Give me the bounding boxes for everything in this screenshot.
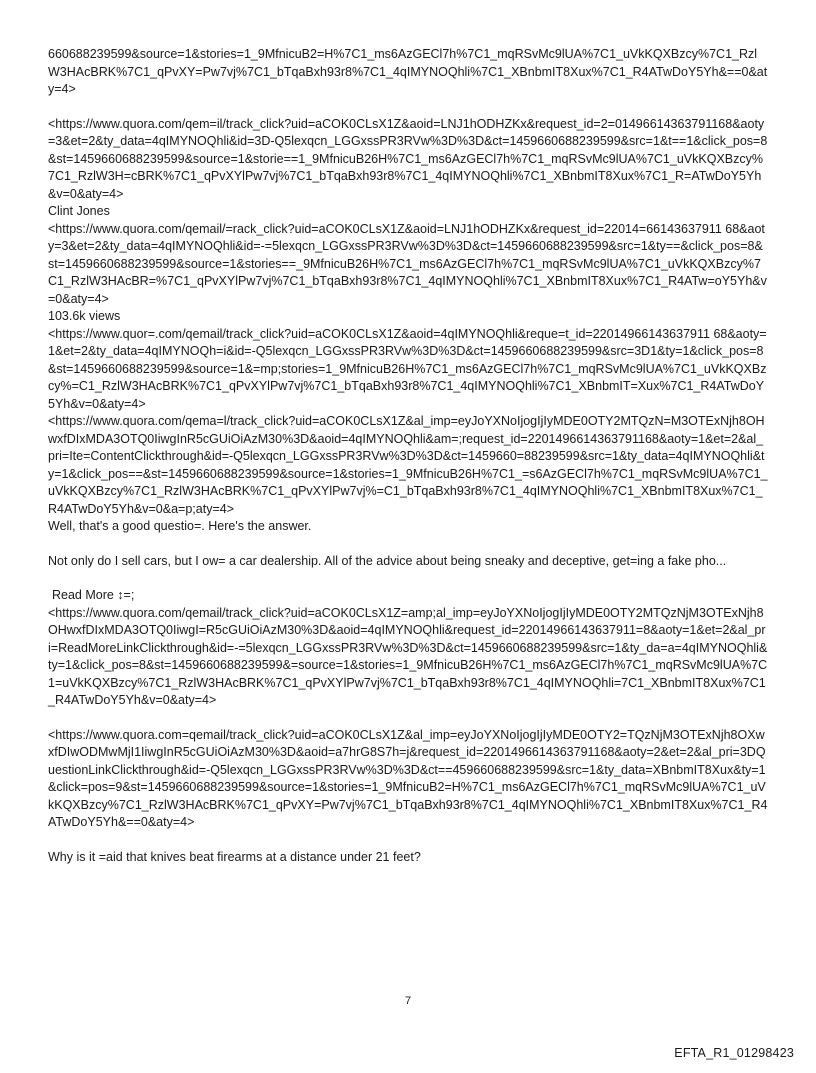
- paragraph-gap: [48, 536, 768, 553]
- url-text-block-4: <https://www.quor=.com/qemail/track_click?uid=aCOK0CLsX1Z&aoid=4qIMYNOQhli&reque=t_id=22014966143637911 68&aoty=1&et=2&ty_data=4qIMYNOQh=i&id=-Q5lexqcn_LGGxssPR3RVw%3D%3D&ct=1459660688239599&src=3D1&ty=1&click_pos=8&st=1459660688239599&source=1&=mp;stories=1_9MfnicuB26H%7C1_ms6AzGECl7h%7C1_mqRSvMc9lUA%7C1_uVkKQXBzcy%=C1_RzlW3HAcBRK%7C1_qPvXYlPw7vj%7C1_bTqaBxh93r8%7C1_4qIMYNOQhli%7C1_XBnbmIT=Xux%7C1_R4ATwDoY5Yh&v=0&aty=4>: [48, 326, 767, 411]
- url-text-block-5: <https://www.quora.com/qema=l/track_click?uid=aCOK0CLsX1Z&al_imp=eyJoYXNoIjogIjIyMDE0OTY2MTQzN=M3OTExNjh8OHwxfDIxMDA3OTQ0IiwgInR5cGUiOiAzM30%3D&aoid=4qIMYNOQhli&am=;request_id=2201496614363791168&aoty=1&et=2&al_pri=Ite=ContentClickthrough&id=-Q5lexqcn_LGGxssPR3RVw%3D%3D&ct=1459660=88239599&src=1&ty_data=4qIMYNOQhli&ty=1&click_pos==&st=1459660688239599&source=1&stories=1_9MfnicuB26H%7C1_=s6AzGECl7h%7C1_mqRSvMc9lUA%7C1_uVkKQXBzcy%7C1_RzlW3HAcBRK%7C1_qPvXYlPw7vj%=C1_bTqaBxh93r8%7C1_4qIMYNOQhli%7C1_XBnbmIT8Xux%7C1_R4ATwDoY5Yh&v=0&a=p;aty=4>: [48, 414, 768, 516]
- document-id: EFTA_R1_01298423: [674, 1046, 794, 1060]
- answer-excerpt: Not only do I sell cars, but I ow= a car dealership. All of the advice about being sneaky and deceptive, get=ing a fake pho...: [48, 553, 727, 568]
- url-text-block-2: <https://www.quora.com/qem=il/track_click?uid=aCOK0CLsX1Z&aoid=LNJ1hODHZKx&request_id=2=01496614363791168&aoty=3&et=2&ty_data=4qIMYNOQhli&id=3D-Q5lexqcn_LGGxssPR3RVw%3D%3D&ct=1459660688239599&src=1&t==1&click_pos=8&st=1459660688239599&source=1&storie==1_9MfnicuB26H%7C1_ms6AzGECl7h%7C1_mqRSvMc9lUA%7C1_uVkKQXBzcy%7C1_RzlW3H=cBRK%7C1_qPvXYlPw7vj%7C1_bTqaBxh93r8%7C1_4qIMYNOQhli%7C1_XBnbmIT8Xux%7C1_R=ATwDoY5Yh&v=0&aty=4>: [48, 116, 768, 201]
- url-text-block-1: 660688239599&source=1&stories=1_9MfnicuB2=H%7C1_ms6AzGECl7h%7C1_mqRSvMc9lUA%7C1_uVkKQXBzcy%7C1_RzlW3HAcBRK%7C1_qPvXY=Pw7vj%7C1_bTqaBxh93r8%7C1_4qIMYNOQhli%7C1_XBnbmIT8Xux%7C1_R4ATwDoY5Yh&==0&aty=4>: [48, 47, 768, 96]
- document-page: [48, 0, 768, 866]
- page-number: 7: [404, 995, 412, 1007]
- paragraph-gap: [48, 99, 768, 116]
- url-text-block-3: <https://www.quora.com/qemail/=rack_click?uid=aCOK0CLsX1Z&aoid=LNJ1hODHZKx&request_id=22014=66143637911 68&aoty=3&et=2&ty_data=4qIMYNOQhli&id=-=5lexqcn_LGGxssPR3RVw%3D%3D&ct=1459660688239599&src=1&ty==&click_pos=8&st=1459660688239599&source=1&stories==_9MfnicuB26H%7C1_ms6AzGECl7h%7C1_mqRSvMc9lUA%7C1_uVkKQXBzcy%7C1_RzlW3HAcBR=%7C1_qPvXYlPw7vj%7C1_bTqaBxh93r8%7C1_4qIMYNOQhli%7C1_XBnbmIT8Xux%7C1_R4ATw=oY5Yh&v=0&aty=4>: [48, 221, 767, 306]
- paragraph-gap: [48, 570, 768, 587]
- author-name: Clint Jones: [48, 204, 110, 218]
- paragraph-gap: [48, 832, 768, 849]
- question-title: Why is it =aid that knives beat firearms at a distance under 21 feet?: [48, 849, 421, 864]
- url-text-block-7: <https://www.quora.com=qemail/track_click?uid=aCOK0CLsX1Z&al_imp=eyJoYXNoIjogIjIyMDE0OTY2=TQzNjM3OTExNjh8OXwxfDIwODMwMjI1IiwgInR5cGUiOiAzM30%3D&aoid=a7hrG8S7h=j&request_id=2201496614363791168&aoty=2&et=2&al_pri=3DQuestionLinkClickthrough&id=-Q5lexqcn_LGGxssPR3RVw%3D%3D&ct==459660688239599&src=1&ty_data=XBnbmIT8Xux&ty=1&click=pos=9&st=1459660688239599&source=1&stories=1_9MfnicuB2=H%7C1_ms6AzGECl7h%7C1_mqRSvMc9lUA%7C1_uVkKQXBzcy%7C1_RzlW3HAcBRK%7C1_qPvXY=Pw7vj%7C1_bTqaBxh93r8%7C1_4qIMYNOQhli%7C1_XBnbmIT8Xux%7C1_R4ATwDoY5Yh&==0&aty=4>: [48, 727, 768, 829]
- url-text-block-6: <https://www.quora.com/qemail/track_click?uid=aCOK0CLsX1Z=amp;al_imp=eyJoYXNoIjogIjIyMDE0OTY2MTQzNjM3OTExNjh8OHwxfDIxMDA3OTQ0IiwgI=R5cGUiOiAzM30%3D&aoid=4qIMYNOQhli&request_id=22014966143637911=8&aoty=1&et=2&al_pri=ReadMoreLinkClickthrough&id=-=5lexqcn_LGGxssPR3RVw%3D%3D&ct=1459660688239599&src=1&ty_da=a=4qIMYNOQhli&ty=1&click_pos=8&st=1459660688239599&=source=1&stories=1_9MfnicuB26H%7C1_ms6AzGECl7h%7C1_mqRSvMc9lUA%7C1=uVkKQXBzcy%7C1_RzlW3HAcBRK%7C1_qPvXYlPw7vj%7C1_bTqaBxh93r8%7C1_4qIMYNOQhli=7C1_XBnbmIT8Xux%7C1_R4ATwDoY5Yh&v=0&aty=4>: [48, 605, 768, 707]
- view-count: 103.6k views: [48, 309, 121, 323]
- read-more-link: Read More ↕=;: [52, 588, 135, 602]
- answer-intro: Well, that's a good questio=. Here's the answer.: [48, 519, 312, 533]
- paragraph-gap: [48, 710, 768, 727]
